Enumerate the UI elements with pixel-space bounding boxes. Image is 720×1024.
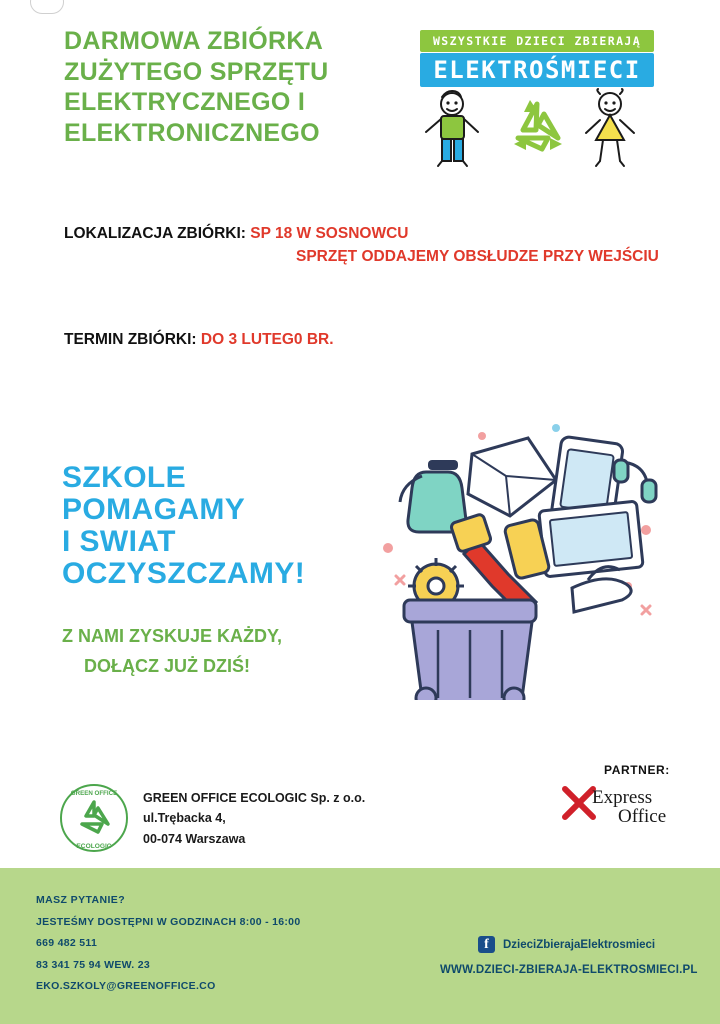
info-location-block xyxy=(64,222,684,269)
footer-hours: JESTEŚMY DOSTĘPNI W GODZINACH 8:00 - 16:00 xyxy=(36,915,301,928)
campaign-logo-top-band xyxy=(420,30,654,52)
top-chrome-strip xyxy=(0,0,720,16)
website-link[interactable]: WWW.DZIECI-ZBIERAJA-ELEKTROSMIECI.PL xyxy=(440,964,698,976)
location-label: LOKALIZACJA ZBIÓRKI: xyxy=(64,225,246,242)
slogan-line-2: POMAGAMY xyxy=(62,493,246,527)
kids-recycling-illustration xyxy=(412,88,662,176)
info-deadline-block xyxy=(64,328,684,351)
sub-slogan-line-2: DOŁĄCZ JUŻ DZIŚ! xyxy=(84,655,250,676)
company-address xyxy=(143,788,443,849)
chrome-pill xyxy=(30,0,64,14)
company-street: ul.Trębacka 4, xyxy=(143,811,226,826)
svg-text:ECOLOGIC: ECOLOGIC xyxy=(76,843,112,850)
footer-phone-2[interactable]: 83 341 75 94 WEW. 23 xyxy=(36,958,150,971)
location-value: SP 18 W SOSNOWCU xyxy=(250,225,409,242)
deadline-label: TERMIN ZBIÓRKI: xyxy=(64,331,197,348)
slogan xyxy=(62,462,362,590)
location-note: SPRZĘT ODDAJEMY OBSŁUDZE PRZY WEJŚCIU xyxy=(296,248,659,266)
footer-phone-1[interactable]: 669 482 511 xyxy=(36,937,98,950)
express-office-logo xyxy=(562,782,692,830)
info-deadline-row xyxy=(64,328,684,351)
slogan-line-3: I SWIAT xyxy=(62,525,176,559)
facebook-link[interactable] xyxy=(478,936,655,953)
footer-email[interactable]: EKO.SZKOLY@GREENOFFICE.CO xyxy=(36,980,216,993)
info-location-row xyxy=(64,222,684,245)
slogan-line-1: SZKOLE xyxy=(62,461,187,494)
ewaste-bin-illustration xyxy=(360,410,680,700)
campaign-logo-top-text: WSZYSTKIE DZIECI ZBIERAJĄ xyxy=(432,34,642,48)
slogan-line-4: OCZYSZCZAMY! xyxy=(62,557,306,591)
footer-bar xyxy=(0,868,720,1024)
campaign-logo-main-text: ELEKTROŚMIECI xyxy=(433,56,641,84)
campaign-logo-main-band xyxy=(420,53,654,87)
company-name: GREEN OFFICE ECOLOGIC Sp. z o.o. xyxy=(143,791,366,805)
page-title: DARMOWA ZBIÓRKA ZUŻYTEGO SPRZĘTU ELEKTRYCZNEGO I ELEKTRONICZNEGO xyxy=(64,27,329,147)
company-city: 00-074 Warszawa xyxy=(143,831,246,846)
campaign-logo xyxy=(412,30,662,175)
facebook-icon[interactable]: f xyxy=(478,936,495,953)
sub-slogan xyxy=(62,622,392,681)
sub-slogan-line-1: Z NAMI ZYSKUJE KAŻDY, xyxy=(62,626,283,646)
partner-name-line-1: Express xyxy=(592,787,653,808)
partner-name-line-2: Office xyxy=(618,806,667,827)
footer-contact-block xyxy=(36,890,436,998)
deadline-value: DO 3 LUTEG0 BR. xyxy=(200,331,334,348)
svg-text:GREEN OFFICE: GREEN OFFICE xyxy=(70,790,118,797)
facebook-label[interactable]: DzieciZbierajaElektrosmieci xyxy=(503,938,656,951)
footer-question: MASZ PYTANIE? xyxy=(36,894,126,906)
green-office-ecologic-logo xyxy=(58,782,130,854)
express-x-icon xyxy=(562,786,596,820)
partner-label: PARTNER: xyxy=(604,763,670,777)
